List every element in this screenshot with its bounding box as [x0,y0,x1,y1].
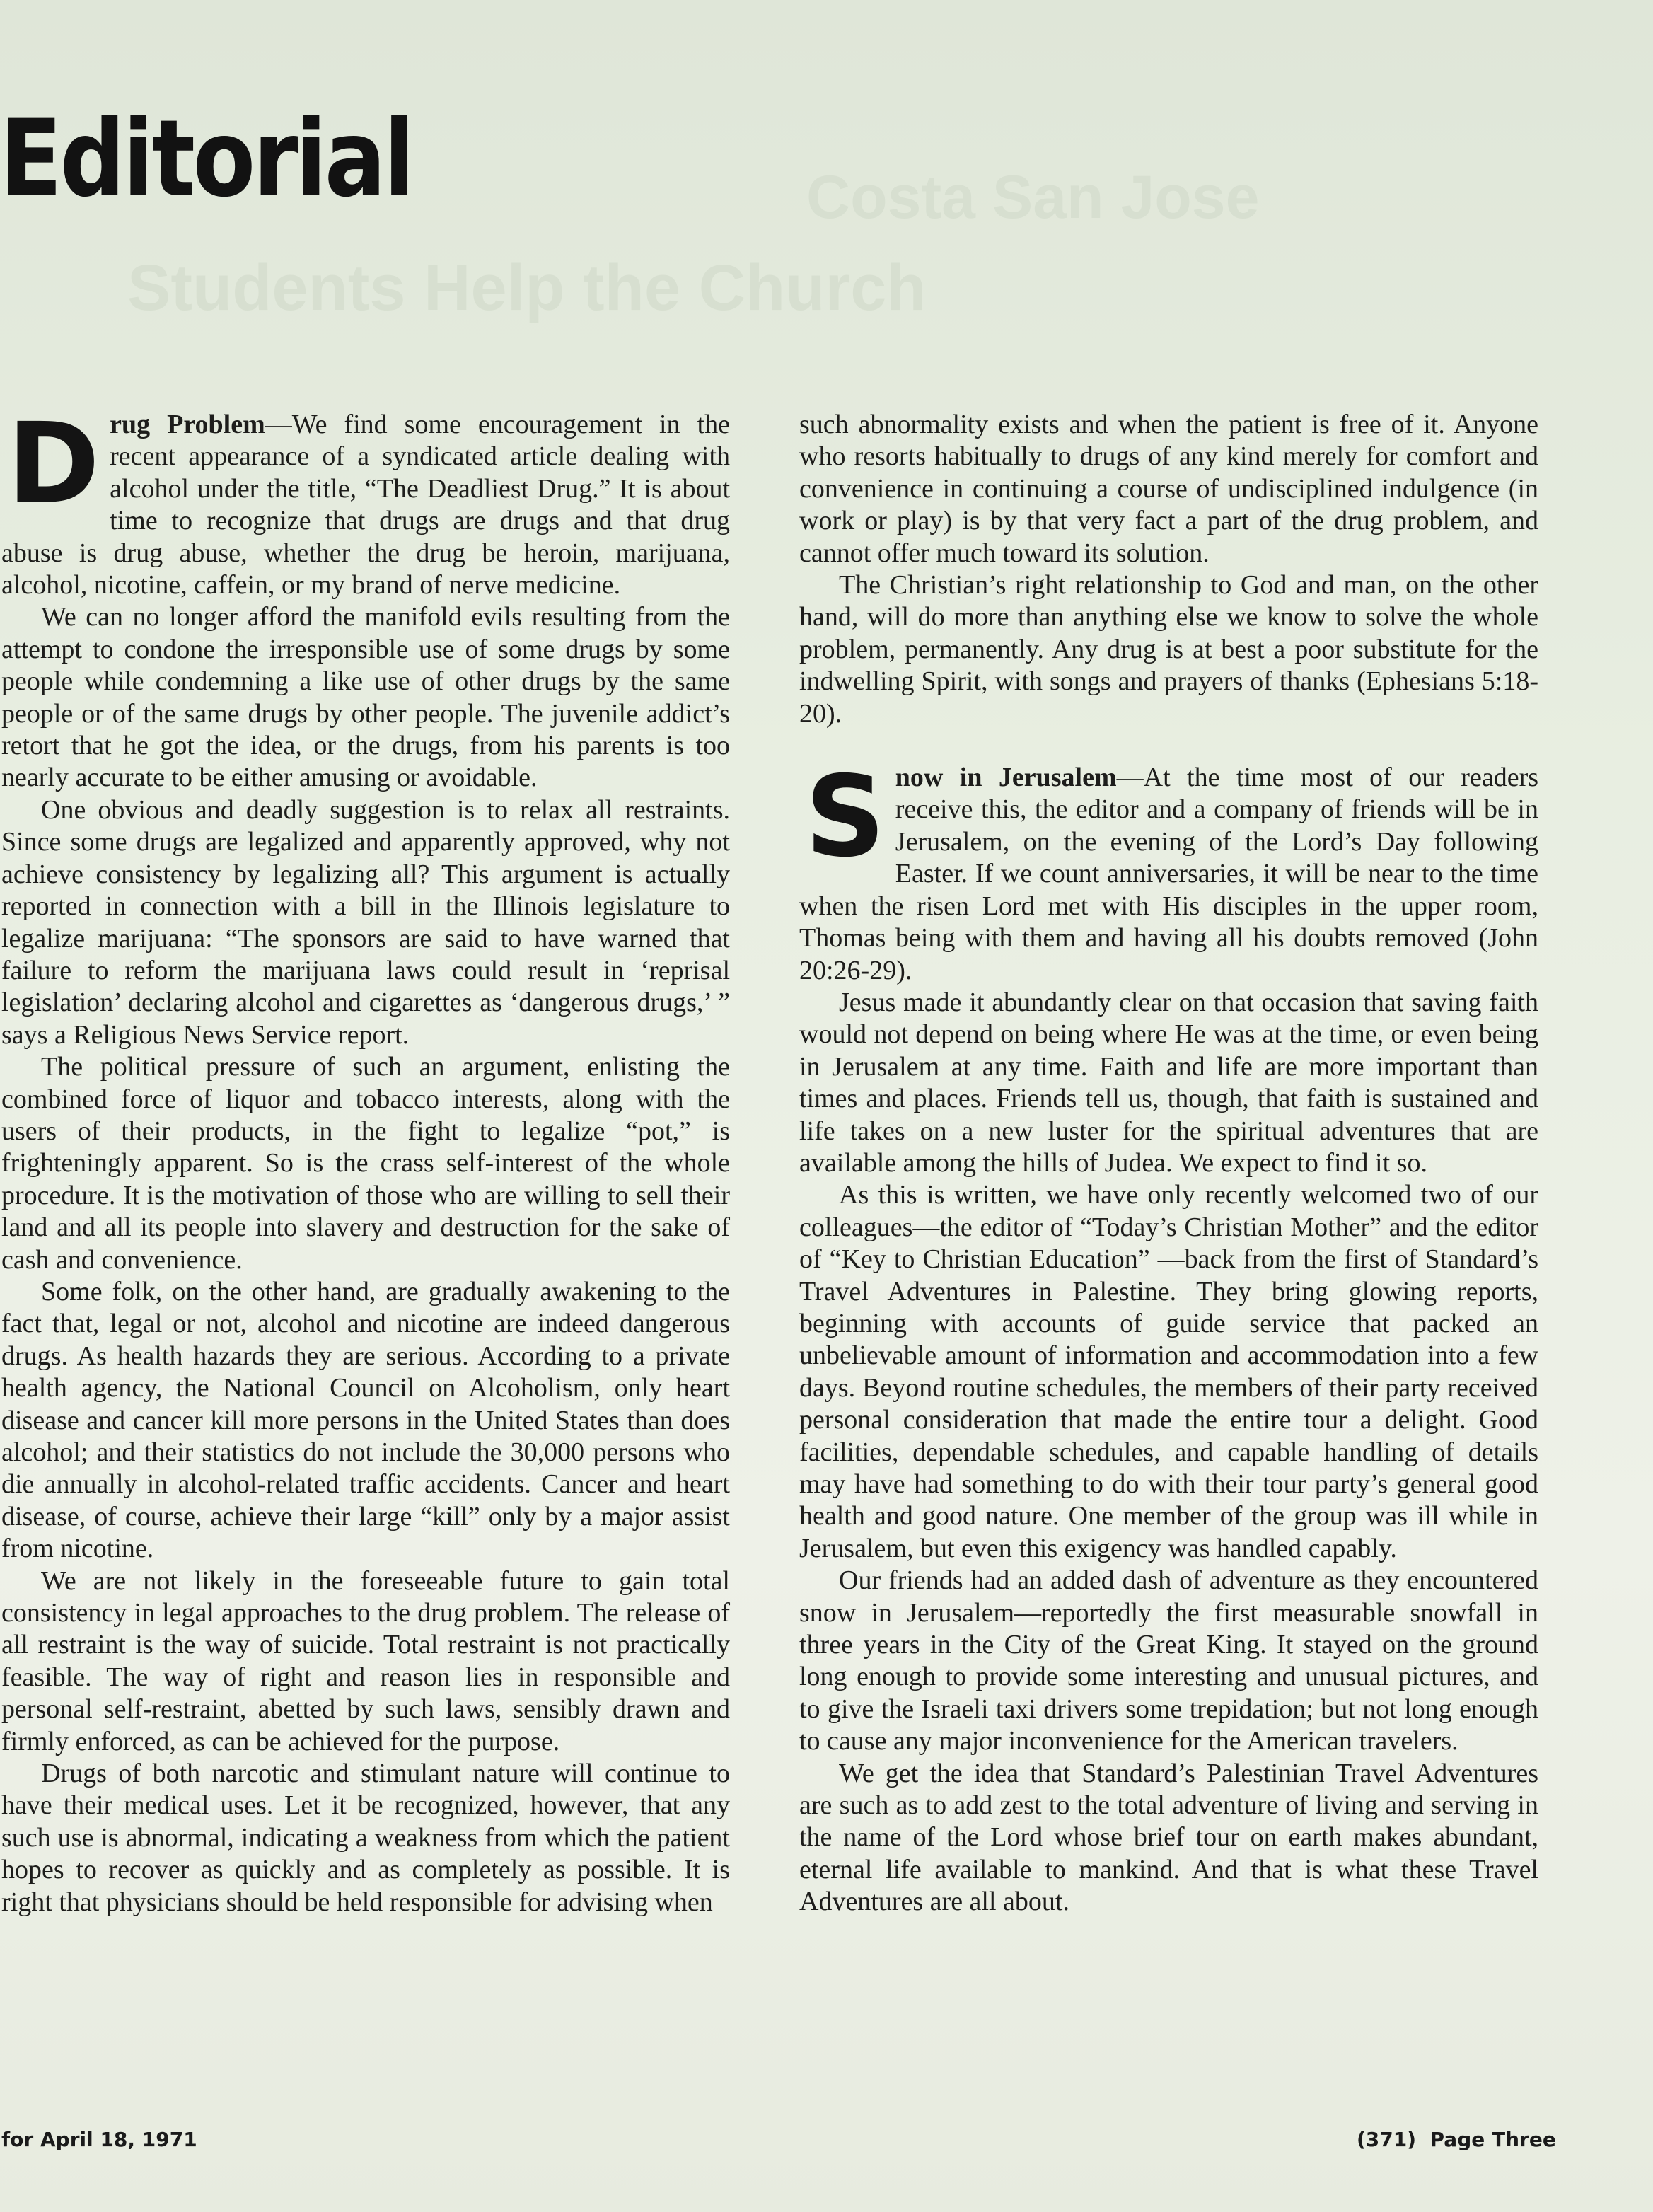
paragraph: One obvious and deadly suggestion is to relax all restraints. Since some drugs are legalized and apparently approved, why not achieve consistency by legalizing all? This argument is actually reported in connection with a bill in the Illinois legislature to legalize marijuana: “The sponsors are said to have warned that failure to reform the marijuana laws could result in ‘reprisal legislation’ declaring alcohol and cigarettes as ‘dangerous drugs,’ ” says a Religious News Service report. [1,794,730,1050]
article-heading-drug-problem: rug Problem [110,410,265,439]
left-column [1,399,730,1918]
paragraph: We can no longer afford the manifold evils resulting from the attempt to condone the irresponsible use of some drugs by some people while condemning a like use of other drugs by the same people or of the same drugs by other people. The juvenile addict’s retort that he got the idea, or the drugs, from his parents is too nearly accurate to be either amusing or avoidable. [1,602,730,793]
show-through-heading: Costa San Jose [806,163,1260,231]
paragraph: As this is written, we have only recently welcomed two of our colleagues—the editor of “Today’s Christian Mother” and the editor of “Key to Christian Education” —back from the first of Standard’s Travel Adventures in Palestine. They bring glowing reports, beginning with accounts of guide service that packed an unbelievable amount of information and accommodation into a few days. Beyond routine schedules, the members of their party received personal consideration that made the entire tour a delight. Good facilities, dependable schedules, and capable handling of details may have had something to do with their tour party’s general good health and good nature. One member of the group was ill while in Jerusalem, but even this exigency was handled capably. [799,1180,1538,1563]
article-snow-in-jerusalem-intro [799,752,1539,987]
footer-issue-date: for April 18, 1971 [1,2128,197,2151]
dropcap-s: S [805,752,886,883]
paragraph-continued: such abnormality exists and when the patient is free of it. Anyone who resorts habitually to drugs of any kind merely for comfort and convenience in continuing a course of undisciplined indulgence (in work or play) is by that very fact a part of the drug problem, and cannot offer much toward its solution. [799,410,1538,568]
paragraph-text: —We find some encouragement in the recent appearance of a syndicated article dealing with alcohol under the title, “The Deadliest Drug.” It is about time to recognize that drugs are drugs and that drug abuse is drug abuse, whether the drug be heroin, marijuana, alcohol, nicotine, caffein, or my brand of nerve medicine. [1,410,730,601]
right-column [799,409,1538,1918]
dropcap-d: D [7,399,100,529]
article-heading-snow-in-jerusalem: now in Jerusalem [895,763,1117,793]
paragraph: We are not likely in the foreseeable future to gain total consistency in legal approaches to the drug problem. The release of all restraint is the way of suicide. Total restraint is not practically feasible. The way of right and reason lies in responsible and personal self-restraint, abetted by such laws, sensibly drawn and firmly enforced, as can be achieved for the purpose. [1,1565,730,1756]
paragraph: The Christian’s right relationship to God and man, on the other hand, will do more than anything else we know to solve the whole problem, permanently. Any drug is at best a poor substitute for the indwelling Spirit, with songs and prayers of thanks (Ephesians 5:18-20). [799,570,1538,729]
article-drug-problem-intro [1,399,730,601]
show-through-subheading: Students Help the Church [127,252,927,324]
paragraph: Our friends had an added dash of adventure as they encountered snow in Jerusalem—reportedly the first measurable snowfall in three years in the City of the Great King. It stayed on the ground long enough to provide some interesting and unusual pictures, and to give the Israeli taxi drivers some trepidation; but not long enough to cause any major inconvenience for the American travelers. [799,1565,1538,1756]
paragraph: Drugs of both narcotic and stimulant nature will continue to have their medical uses. Let it be recognized, however, that any such use is abnormal, indicating a weakness from which the patient hopes to recover as quickly and as completely as possible. It is right that physicians should be held responsible for advising when [1,1759,730,1917]
paragraph: We get the idea that Standard’s Palestinian Travel Adventures are such as to add zest to the total adventure of living and serving in the name of the Lord whose brief tour on earth makes abundant, eternal life available to mankind. And that is what these Travel Adventures are all about. [799,1758,1538,1917]
footer-page-number: (371) Page Three [1357,2128,1556,2151]
paragraph-text: —At the time most of our readers receive this, the editor and a company of friends will be in Jerusalem, on the evening of the Lord’s Day following Easter. If we count anniversaries, it will be near to the time when the risen Lord met with His disciples in the upper room, Thomas being with them and having all his doubts removed (John 20:26-29). [799,763,1539,985]
paragraph: Jesus made it abundantly clear on that occasion that saving faith would not depend on being where He was at the time, or even being in Jerusalem at any time. Faith and life are more important than times and places. Friends tell us, though, that faith is sustained and life takes on a new luster for the spiritual adventures that are available among the hills of Judea. We expect to find it so. [799,987,1538,1178]
paragraph: The political pressure of such an argument, enlisting the combined force of liquor and tobacco interests, along with the users of their products, in the fight to legalize “pot,” is frighteningly apparent. So is the crass self-interest of the whole procedure. It is the motivation of those who are willing to sell their land and all its people into slavery and destruction for the sake of cash and convenience. [1,1052,730,1275]
paragraph: Some folk, on the other hand, are gradually awakening to the fact that, legal or not, alcohol and nicotine are indeed dangerous drugs. As health hazards they are serious. According to a private health agency, the National Council on Alcoholism, only heart disease and cancer kill more persons in the United States than does alcohol; and their statistics do not include the 30,000 persons who die annually in alcohol-related traffic accidents. Cancer and heart disease, of course, achieve their large “kill” only by a major assist from nicotine. [1,1276,730,1564]
page-title: Editorial [0,98,413,221]
